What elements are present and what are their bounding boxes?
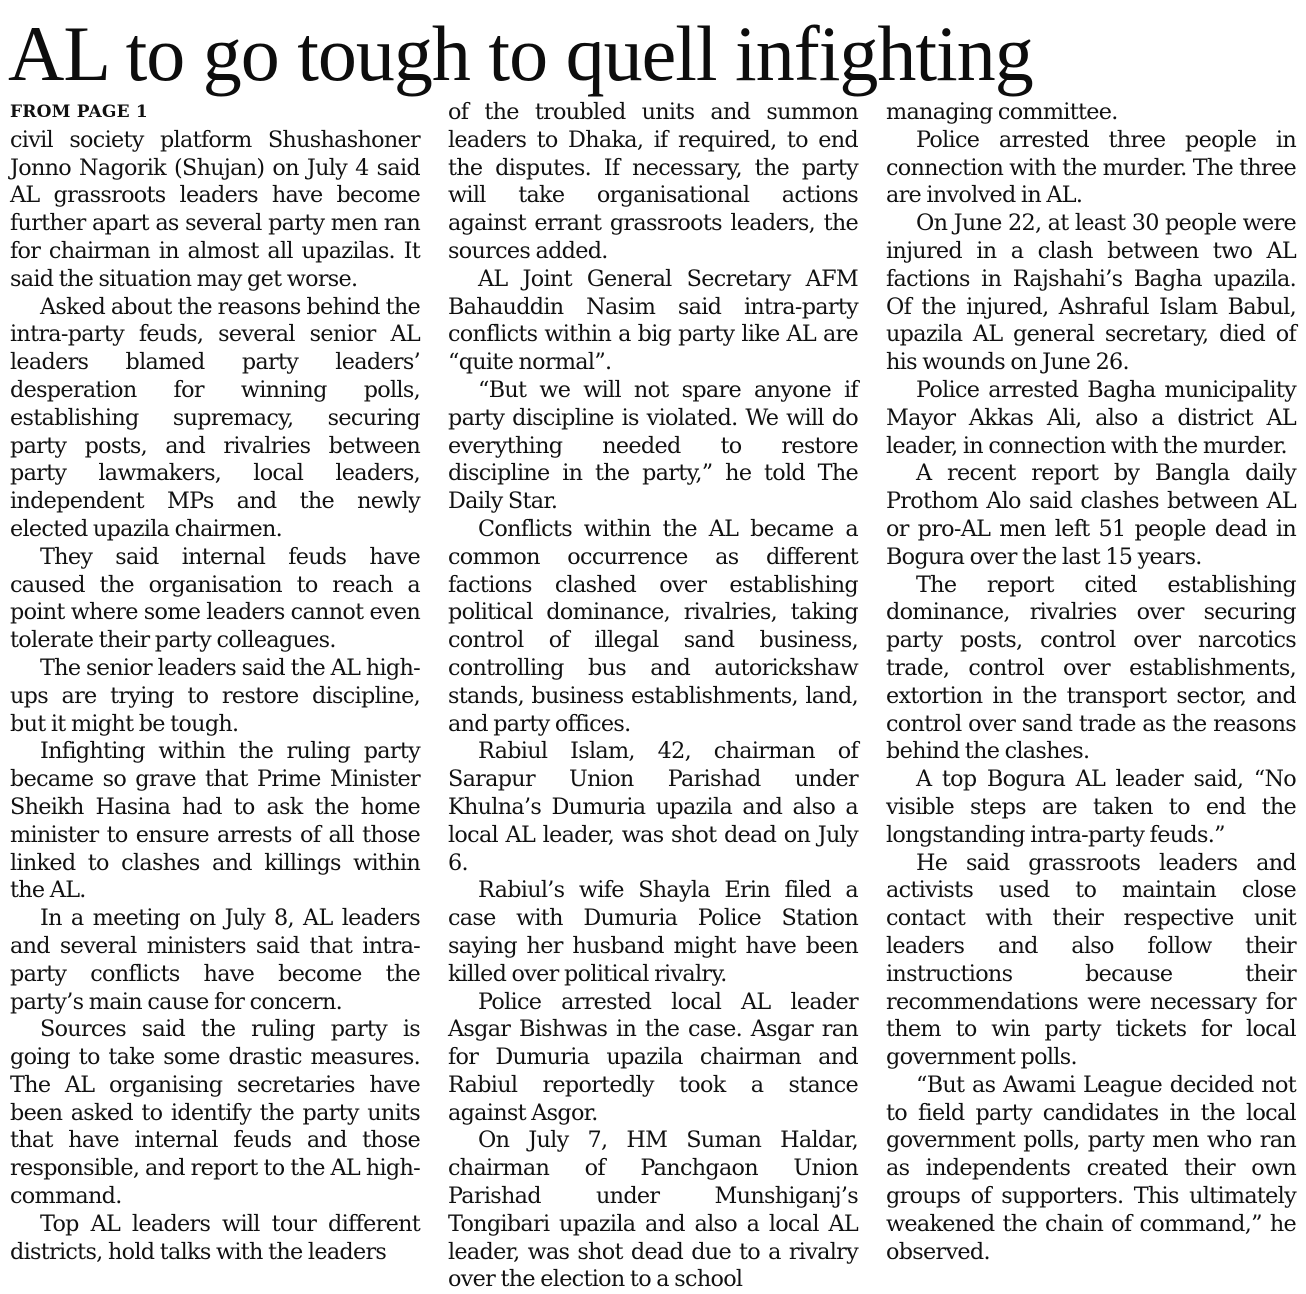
article-paragraph: On June 22, at least 30 people were injured in a clash between two AL factions in Rajshahi’s Bagha upazila. Of the injured, Ashraful Islam Babul, upazila AL general secretary, died of his wounds on June 26. xyxy=(886,210,1296,376)
article-paragraph: AL Joint General Secretary AFM Bahauddin Nasim said intra-party conflicts within a big party like AL are “quite normal”. xyxy=(448,265,858,376)
article-paragraph: Asked about the reasons behind the intra-party feuds, several senior AL leaders blamed party leaders’ desperation for winning polls, establishing supremacy, securing party posts, and rivalries between party lawmakers, local leaders, independent MPs and the newly elected upazila chairmen. xyxy=(10,293,420,542)
article-paragraph: Police arrested Bagha municipality Mayor Akkas Ali, also a district AL leader, in connection with the murder. xyxy=(886,376,1296,459)
article-column-2 xyxy=(448,99,858,1293)
article-paragraph: Infighting within the ruling party became so grave that Prime Minister Sheikh Hasina had to ask the home minister to ensure arrests of all those linked to clashes and killings within the AL. xyxy=(10,738,420,904)
article-paragraph: They said internal feuds have caused the organisation to reach a point where some leaders cannot even tolerate their party colleagues. xyxy=(10,543,420,654)
article-paragraph: The report cited establishing dominance, rivalries over securing party posts, control over narcotics trade, control over establishments, extortion in the transport sector, and control over sand trade as the reasons behind the clashes. xyxy=(886,571,1296,765)
article-paragraph: In a meeting on July 8, AL leaders and several ministers said that intra-party conflicts have become the party’s main cause for concern. xyxy=(10,905,420,1015)
article-paragraph: On July 7, HM Suman Haldar, chairman of Panchgaon Union Parishad under Munshiganj’s Tongibari upazila and also a local AL leader, was shot dead due to a rivalry over the election to a school xyxy=(448,1127,858,1293)
article-paragraph: A recent report by Bangla daily Prothom Alo said clashes between AL or pro-AL men left 51 people dead in Bogura over the last 15 years. xyxy=(886,460,1296,570)
article-paragraph: Sources said the ruling party is going to take some drastic measures. The AL organising secretaries have been asked to identify the party units that have internal feuds and those responsible, and report to the AL high-command. xyxy=(10,1016,420,1210)
article-paragraph: “But we will not spare anyone if party discipline is violated. We will do everything needed to restore discipline in the party,” he told The Daily Star. xyxy=(448,376,858,515)
article-paragraph: Rabiul Islam, 42, chairman of Sarapur Union Parishad under Khulna’s Dumuria upazila and also a local AL leader, was shot dead on July 6. xyxy=(448,738,858,876)
article-paragraph: He said grassroots leaders and activists used to maintain close contact with their respective unit leaders and also follow their instructions because their recommendations were necessary for them to win party tickets for local government polls. xyxy=(886,849,1296,1071)
article-headline: AL to go tough to quell infighting xyxy=(8,10,1033,97)
article-paragraph: Top AL leaders will tour different districts, hold talks with the leaders xyxy=(10,1210,420,1265)
article-paragraph: Police arrested local AL leader Asgar Bishwas in the case. Asgar ran for Dumuria upazila chairman and Rabiul reportedly took a stance against Asgor. xyxy=(448,988,858,1126)
article-column-1 xyxy=(10,99,420,1271)
article-paragraph: “But as Awami League decided not to field party candidates in the local government polls, party men who ran as independents created their own groups of supporters. This ultimately weakened the chain of command,” he observed. xyxy=(886,1071,1296,1265)
article-paragraph: Conflicts within the AL became a common occurrence as different factions clashed over establishing political dominance, rivalries, taking control of illegal sand business, controlling bus and autorickshaw stands, business establishments, land, and party offices. xyxy=(448,515,858,737)
article-paragraph: managing committee. xyxy=(886,99,1118,125)
article-paragraph: The senior leaders said the AL high-ups are trying to restore discipline, but it might be tough. xyxy=(10,654,420,737)
article-paragraph: A top Bogura AL leader said, “No visible steps are taken to end the longstanding intra-party feuds.” xyxy=(886,766,1296,848)
article-paragraph: Police arrested three people in connection with the murder. The three are involved in AL. xyxy=(886,126,1296,209)
article-column-3 xyxy=(886,99,1296,1271)
continuation-kicker: FROM PAGE 1 xyxy=(10,102,148,122)
article-paragraph: of the troubled units and summon leaders to Dhaka, if required, to end the disputes. If necessary, the party will take organisational actions against errant grassroots leaders, the sources added. xyxy=(448,99,858,264)
article-paragraph: Rabiul’s wife Shayla Erin filed a case with Dumuria Police Station saying her husband might have been killed over political rivalry. xyxy=(448,877,858,987)
article-paragraph: civil society platform Shushashoner Jonno Nagorik (Shujan) on July 4 said AL grassroots leaders have become further apart as several party men ran for chairman in almost all upazilas. It said the situation may get worse. xyxy=(10,126,420,292)
